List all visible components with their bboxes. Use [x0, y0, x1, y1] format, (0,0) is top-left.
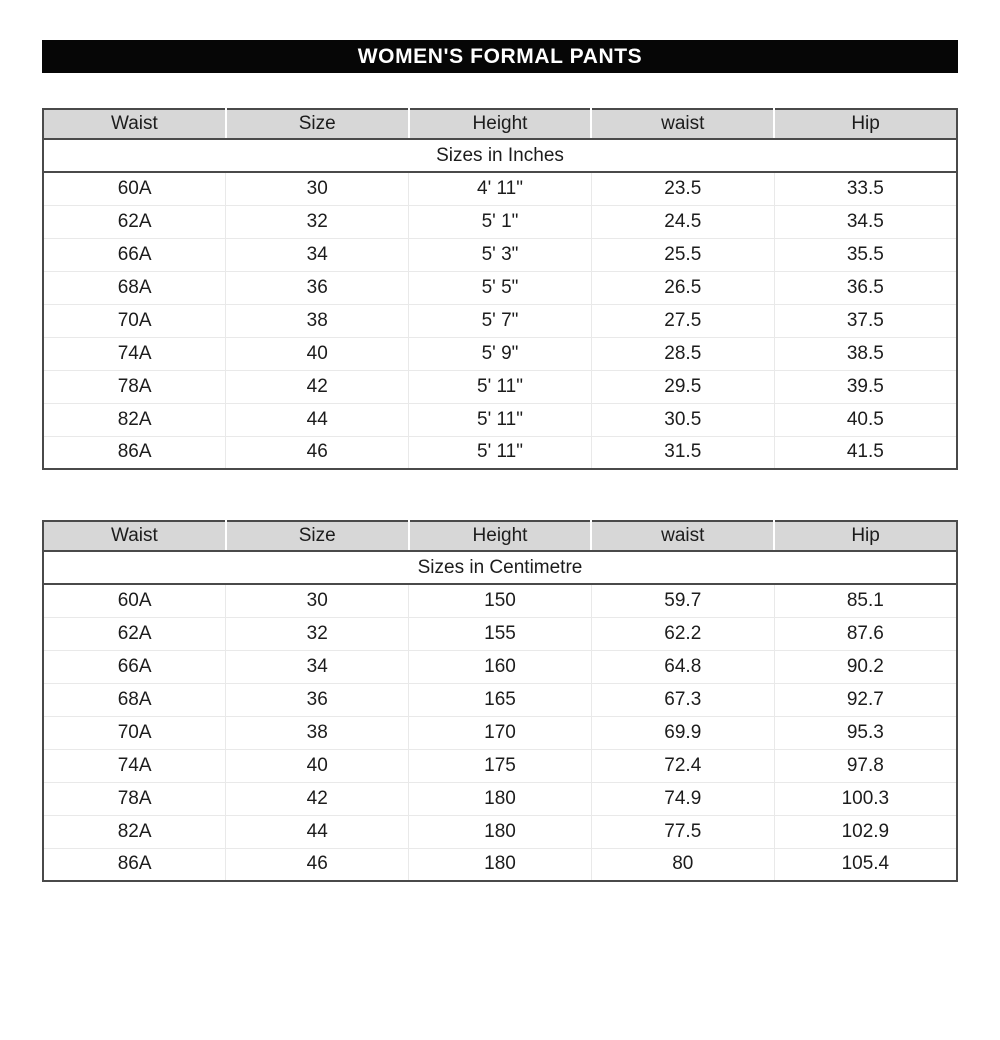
table-body — [43, 172, 957, 469]
table-cell: 87.6 — [774, 617, 957, 650]
column-header-waist: waist — [591, 109, 774, 139]
table-cell: 60A — [117, 589, 152, 611]
table-cell: 165 — [409, 683, 592, 716]
table-cell: 78A — [43, 782, 226, 815]
table-cell: 38 — [226, 304, 409, 337]
table-row — [43, 271, 957, 304]
table-row — [43, 782, 957, 815]
table-row — [43, 683, 957, 716]
header-row — [43, 109, 957, 139]
table-cell: 25.5 — [591, 238, 774, 271]
table-cell: 62A — [43, 617, 226, 650]
table-cell: 39.5 — [774, 370, 957, 403]
table-row — [43, 238, 957, 271]
table-cell: 37.5 — [774, 304, 957, 337]
table-cell: 60A — [117, 177, 152, 199]
table-cell: 23.5 — [591, 172, 774, 205]
table-cell: 95.3 — [774, 716, 957, 749]
table-cell: 97.8 — [774, 749, 957, 782]
table-cell: 62A — [43, 205, 226, 238]
table-cell: 74A — [43, 337, 226, 370]
table-cell: 175 — [409, 749, 592, 782]
table-cell: 59.7 — [591, 584, 774, 617]
sizes-in-centimetre-table — [42, 520, 958, 882]
table-cell: 5' 3" — [409, 238, 592, 271]
table-cell: 66A — [43, 650, 226, 683]
table-cell: 78A — [43, 370, 226, 403]
table-cell: 36 — [226, 271, 409, 304]
table-cell: 38.5 — [774, 337, 957, 370]
caption-row — [43, 139, 957, 172]
table-cell: 180 — [409, 782, 592, 815]
table-cell: 32 — [226, 205, 409, 238]
table-cell: 100.3 — [774, 782, 957, 815]
table-cell: 42 — [226, 370, 409, 403]
column-header-waist: waist — [591, 521, 774, 551]
table-cell: 62.2 — [591, 617, 774, 650]
table-cell: 105.4 — [774, 848, 957, 881]
table-cell: 27.5 — [591, 304, 774, 337]
table-cell: 70A — [43, 716, 226, 749]
table-cell: 5' 7" — [409, 304, 592, 337]
table-cell: 30 — [226, 172, 409, 205]
table-cell: 160 — [409, 650, 592, 683]
table-cell: 42 — [226, 782, 409, 815]
table-cell: 32 — [226, 617, 409, 650]
page-title: WOMEN'S FORMAL PANTS — [357, 44, 643, 68]
column-header-height: Height — [409, 109, 592, 139]
table-cell: 5' 11" — [409, 436, 592, 469]
table-cell: 34 — [226, 238, 409, 271]
table-cell: 5' 5" — [409, 271, 592, 304]
table-cell: 69.9 — [591, 716, 774, 749]
table-cell: 68A — [43, 271, 226, 304]
table-cell: 30 — [226, 584, 409, 617]
column-header-hip: Hip — [774, 521, 957, 551]
table-cell: 155 — [409, 617, 592, 650]
table-cell: 180 — [409, 815, 592, 848]
table-cell: 28.5 — [591, 337, 774, 370]
table-cell: 40 — [226, 337, 409, 370]
table-cell: 67.3 — [591, 683, 774, 716]
table-caption-inches: Sizes in Inches — [43, 139, 957, 172]
table-cell: 66A — [43, 238, 226, 271]
table-cell: 31.5 — [591, 436, 774, 469]
table-row — [43, 370, 957, 403]
column-header-size: Size — [226, 109, 409, 139]
table-cell: 36.5 — [774, 271, 957, 304]
table-cell: 77.5 — [591, 815, 774, 848]
table-cell: 64.8 — [591, 650, 774, 683]
table-cell: 5' 9" — [409, 337, 592, 370]
table-row — [43, 436, 957, 469]
table-caption-section — [43, 551, 957, 584]
table-cell: 90.2 — [774, 650, 957, 683]
column-header-size: Size — [226, 521, 409, 551]
table-cell: 29.5 — [591, 370, 774, 403]
table-row — [43, 205, 957, 238]
table-cell: 44 — [226, 815, 409, 848]
table-cell: 35.5 — [774, 238, 957, 271]
table-row — [43, 617, 957, 650]
caption-row — [43, 551, 957, 584]
table-caption-section — [43, 139, 957, 172]
column-header-waist-label: Waist — [43, 109, 226, 139]
column-header-waist-label: Waist — [43, 521, 226, 551]
table-cell: 30.5 — [591, 403, 774, 436]
column-header-hip: Hip — [774, 109, 957, 139]
table-cell: 74.9 — [591, 782, 774, 815]
table-cell: 44 — [226, 403, 409, 436]
table-row — [43, 304, 957, 337]
table-header — [43, 109, 957, 139]
table-cell: 34.5 — [774, 205, 957, 238]
table-cell: 92.7 — [774, 683, 957, 716]
table-cell: 5' 11" — [409, 370, 592, 403]
table-row — [43, 749, 957, 782]
header-row — [43, 521, 957, 551]
table-row — [43, 337, 957, 370]
table-row — [43, 584, 957, 617]
table-cell: 86A — [43, 436, 226, 469]
table-cell: 85.1 — [774, 584, 957, 617]
table-cell: 46 — [226, 848, 409, 881]
table-cell: 46 — [226, 436, 409, 469]
table-cell: 5' 1" — [409, 205, 592, 238]
table-cell: 150 — [409, 584, 592, 617]
table-cell: 180 — [409, 848, 592, 881]
table-cell: 102.9 — [774, 815, 957, 848]
table-row — [43, 815, 957, 848]
title-banner — [42, 40, 958, 73]
table-cell: 5' 11" — [409, 403, 592, 436]
table-row — [43, 650, 957, 683]
table-body — [43, 584, 957, 881]
table-caption-centimetre: Sizes in Centimetre — [43, 551, 957, 584]
table-cell: 80 — [591, 848, 774, 881]
table-cell: 82A — [43, 403, 226, 436]
table-cell: 68A — [43, 683, 226, 716]
table-cell: 86A — [43, 848, 226, 881]
sizes-in-inches-table — [42, 108, 958, 470]
table-cell: 26.5 — [591, 271, 774, 304]
table-cell: 74A — [43, 749, 226, 782]
table-cell: 38 — [226, 716, 409, 749]
table-cell: 40 — [226, 749, 409, 782]
table-cell: 70A — [43, 304, 226, 337]
table-row — [43, 716, 957, 749]
table-cell: 24.5 — [591, 205, 774, 238]
table-cell: 34 — [226, 650, 409, 683]
table-cell: 72.4 — [591, 749, 774, 782]
table-cell: 170 — [409, 716, 592, 749]
table-cell: 40.5 — [774, 403, 957, 436]
table-row — [43, 172, 957, 205]
table-row — [43, 403, 957, 436]
table-cell: 33.5 — [774, 172, 957, 205]
column-header-height: Height — [409, 521, 592, 551]
table-cell: 82A — [43, 815, 226, 848]
table-header — [43, 521, 957, 551]
table-cell: 4' 11" — [409, 172, 592, 205]
table-cell: 41.5 — [774, 436, 957, 469]
table-cell: 36 — [226, 683, 409, 716]
table-row — [43, 848, 957, 881]
